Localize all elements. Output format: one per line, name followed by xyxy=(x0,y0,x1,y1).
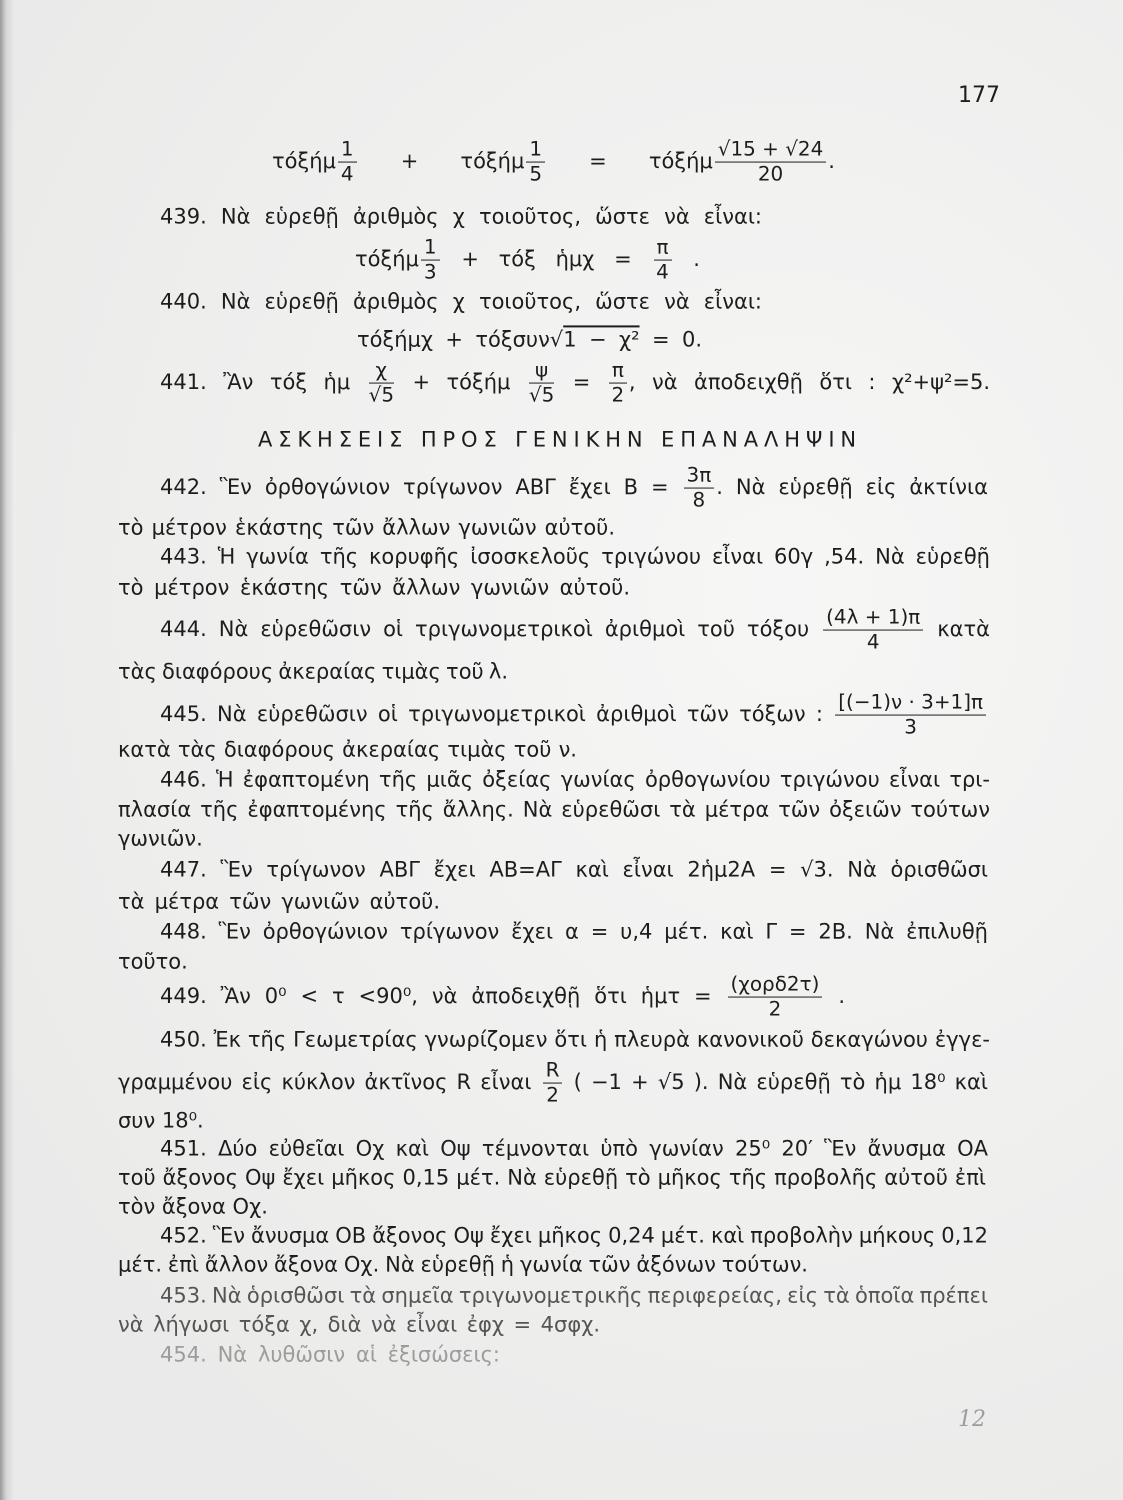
fraction xyxy=(369,359,394,408)
fraction-denominator: 2 xyxy=(546,1082,559,1107)
fraction-numerator: 1 xyxy=(338,138,357,163)
exercise-443-line-1: 443. Ἡ γωνία τῆς κορυφῆς ἰσοσκελοῦς τριγώνου εἶναι 60γ ,54. Νὰ εὑρεθῇ xyxy=(160,544,990,569)
fraction-denominator: 2 xyxy=(611,382,625,407)
exercise-447-line-2: τὰ μέτρα τῶν γωνιῶν αὐτοῦ. xyxy=(118,889,440,914)
text-segment: τόξήμ xyxy=(272,149,336,173)
fraction xyxy=(654,236,672,285)
exercise-451-line-1: 451. Δύο εὐθεῖαι Οχ καὶ Οψ τέμνονται ὑπὸ γωνίαν 25⁰ 20′ Ἓν ἄνυσμα ΟΑ xyxy=(160,1136,988,1161)
text-segment: . xyxy=(828,149,835,173)
text-segment: γραμμένου εἰς κύκλον ἀκτῖνος R εἶναι xyxy=(118,1070,532,1094)
fraction-denominator: 20 xyxy=(757,161,784,186)
text-segment: + τόξήμ xyxy=(412,370,511,394)
exercise-442-line-1 xyxy=(160,464,988,513)
exercise-439-text: 439. Νὰ εὑρεθῇ ἀριθμὸς χ τοιοῦτος, ὥστε νὰ εἶναι: xyxy=(160,204,762,229)
fraction-numerator: (4λ + 1)π xyxy=(823,606,923,631)
exercise-450-line-3: συν 18⁰. xyxy=(118,1108,204,1133)
exercise-453-line-1: 453. Νὰ ὁρισθῶσι τὰ σημεῖα τριγωνομετρικῆς περιφερείας, εἰς τὰ ὁποῖα πρέπει xyxy=(160,1283,988,1308)
exercise-453-line-2: νὰ λήγωσι τόξα χ, διὰ νὰ εἶναι ἐφχ = 4σφχ. xyxy=(118,1312,600,1337)
fraction-denominator: 3 xyxy=(423,259,437,284)
exercise-442-line-2: τὸ μέτρον ἑκάστης τῶν ἄλλων γωνιῶν αὐτοῦ. xyxy=(118,515,615,540)
fraction xyxy=(823,606,923,655)
radicand: 1 − χ² xyxy=(563,327,640,352)
exercise-446-line-3: γωνιῶν. xyxy=(118,826,203,851)
text-segment: + τόξ ἡμχ = xyxy=(461,247,632,271)
exercise-448-line-1: 448. Ἓν ὀρθογώνιον τρίγωνον ἔχει α = υ,4 μέτ. καὶ Γ = 2Β. Νὰ ἐπιλυθῇ xyxy=(160,919,988,944)
formula-439 xyxy=(355,236,700,285)
section-heading: ΑΣΚΗΣΕΙΣ ΠΡΟΣ ΓΕΝΙΚΗΝ ΕΠΑΝΑΛΗΨΙΝ xyxy=(258,427,862,452)
exercise-440-text: 440. Νὰ εὑρεθῇ ἀριθμὸς χ τοιοῦτος, ὥστε νὰ εἶναι: xyxy=(160,289,762,314)
fraction-numerator: ψ xyxy=(529,359,554,384)
fraction-denominator: √5 xyxy=(368,382,395,407)
fraction xyxy=(728,973,823,1022)
text-segment: κατὰ xyxy=(937,617,990,641)
fraction xyxy=(338,138,357,187)
fraction-denominator: 2 xyxy=(768,996,782,1021)
exercise-444-line-2: τὰς διαφόρους ἀκεραίας τιμὰς τοῦ λ. xyxy=(118,659,508,684)
exercise-454-text: 454. Νὰ λυθῶσιν αἱ ἐξισώσεις: xyxy=(160,1342,500,1367)
fraction-numerator: [(−1)ν · 3+1]π xyxy=(835,691,986,716)
fraction-denominator: 4 xyxy=(866,629,880,654)
fraction xyxy=(529,359,554,408)
page-number: 177 xyxy=(958,82,1000,108)
text-segment: , νὰ ἀποδειχθῇ ὅτι : χ²+ψ²=5. xyxy=(628,370,990,394)
fraction-numerator: √15 + √24 xyxy=(715,138,827,163)
fraction xyxy=(421,236,440,285)
formula-440 xyxy=(357,327,702,352)
fraction xyxy=(526,138,545,187)
fraction-denominator: 5 xyxy=(529,161,542,186)
fraction-numerator: π xyxy=(609,359,627,384)
text-segment: 442. Ἓν ὀρθογώνιον τρίγωνον ΑΒΓ ἔχει Β = xyxy=(160,475,669,499)
fraction-numerator: 3π xyxy=(684,464,715,489)
exercise-444-line-1 xyxy=(160,606,990,655)
exercise-446-line-1: 446. Ἡ ἐφαπτομένη τῆς μιᾶς ὀξείας γωνίας ὀρθογωνίου τριγώνου εἶναι τρι- xyxy=(160,767,990,792)
fraction-numerator: (χορδ2τ) xyxy=(728,973,823,998)
fraction-denominator: 4 xyxy=(656,259,669,284)
text-segment: 449. Ἂν 0⁰ < τ <90⁰, νὰ ἀποδειχθῇ ὅτι ἡμτ = xyxy=(160,984,712,1008)
formula-438 xyxy=(272,138,835,187)
text-segment: ( −1 + √5 ). Νὰ εὑρεθῇ τὸ ἡμ 18⁰ καὶ xyxy=(573,1070,988,1094)
exercise-452-line-2: μέτ. ἐπὶ ἄλλον ἄξονα Οχ. Νὰ εὑρεθῇ ἡ γωνία τῶν ἀξόνων τούτων. xyxy=(118,1252,808,1277)
exercise-448-line-2: τοῦτο. xyxy=(118,949,188,974)
exercise-445-line-2: κατὰ τὰς διαφόρους ἀκεραίας τιμὰς τοῦ ν. xyxy=(118,737,577,762)
fraction xyxy=(543,1059,563,1108)
exercise-451-line-3: τὸν ἄξονα Οχ. xyxy=(118,1194,268,1219)
text-segment: . xyxy=(693,247,700,271)
fraction-numerator: π xyxy=(654,236,672,261)
text-segment: = τόξήμ xyxy=(589,149,713,173)
text-segment: τόξήμ xyxy=(355,247,419,271)
exercise-450-line-1: 450. Ἐκ τῆς Γεωμετρίας γνωρίζομεν ὅτι ἡ πλευρὰ κανονικοῦ δεκαγώνου ἐγγε- xyxy=(160,1027,990,1052)
fraction-denominator: 4 xyxy=(340,161,354,186)
fraction xyxy=(684,464,715,513)
exercise-450-line-2 xyxy=(118,1059,988,1108)
fraction-denominator: √5 xyxy=(528,382,555,407)
fraction xyxy=(609,359,627,408)
fraction-numerator: R xyxy=(543,1059,563,1084)
text-segment: . Νὰ εὑρεθῇ εἰς ἀκτίνια xyxy=(716,475,988,499)
text-segment: + τόξήμ xyxy=(400,149,525,173)
fraction-numerator: 1 xyxy=(526,138,545,163)
exercise-447-line-1: 447. Ἓν τρίγωνον ΑΒΓ ἔχει ΑΒ=ΑΓ καὶ εἶναι 2ἡμ2Α = √3. Νὰ ὁρισθῶσι xyxy=(160,857,988,882)
exercise-449-text xyxy=(160,973,845,1022)
fraction-denominator: 3 xyxy=(904,714,917,739)
text-segment: 445. Νὰ εὑρεθῶσιν οἱ τριγωνομετρικοὶ ἀριθμοὶ τῶν τόξων : xyxy=(160,702,823,726)
fraction xyxy=(835,691,986,740)
exercise-451-line-2: τοῦ ἄξονος Οψ ἔχει μῆκος 0,15 μέτ. Νὰ εὑρεθῇ τὸ μῆκος τῆς προβολῆς αὐτοῦ ἐπὶ xyxy=(118,1165,986,1190)
text-segment: . xyxy=(838,984,845,1008)
text-segment: 444. Νὰ εὑρεθῶσιν οἱ τριγωνομετρικοὶ ἀριθμοὶ τοῦ τόξου xyxy=(160,617,810,641)
text-segment: = xyxy=(572,370,591,394)
text-segment: = 0. xyxy=(651,327,702,352)
fraction-denominator: 8 xyxy=(692,487,706,512)
fraction-numerator: 1 xyxy=(421,236,440,261)
exercise-445-line-1 xyxy=(160,691,988,740)
fraction-numerator: χ xyxy=(369,359,394,384)
text-segment: 441. Ἂν τόξ ἡμ xyxy=(160,370,351,394)
fraction xyxy=(715,138,827,187)
text-segment: τόξήμχ + τόξσυν√ xyxy=(357,327,564,352)
exercise-443-line-2: τὸ μέτρον ἑκάστης τῶν ἄλλων γωνιῶν αὐτοῦ. xyxy=(118,575,630,600)
folio-mark: 12 xyxy=(958,1406,986,1432)
exercise-446-line-2: πλασία τῆς ἐφαπτομένης τῆς ἄλλης. Νὰ εὑρεθῶσι τὰ μέτρα τῶν ὀξειῶν τούτων xyxy=(118,797,990,822)
exercise-452-line-1: 452. Ἓν ἄνυσμα ΟΒ ἄξονος Οψ ἔχει μῆκος 0,24 μέτ. καὶ προβολὴν μήκους 0,12 xyxy=(160,1223,988,1248)
exercise-441-text xyxy=(160,359,990,408)
